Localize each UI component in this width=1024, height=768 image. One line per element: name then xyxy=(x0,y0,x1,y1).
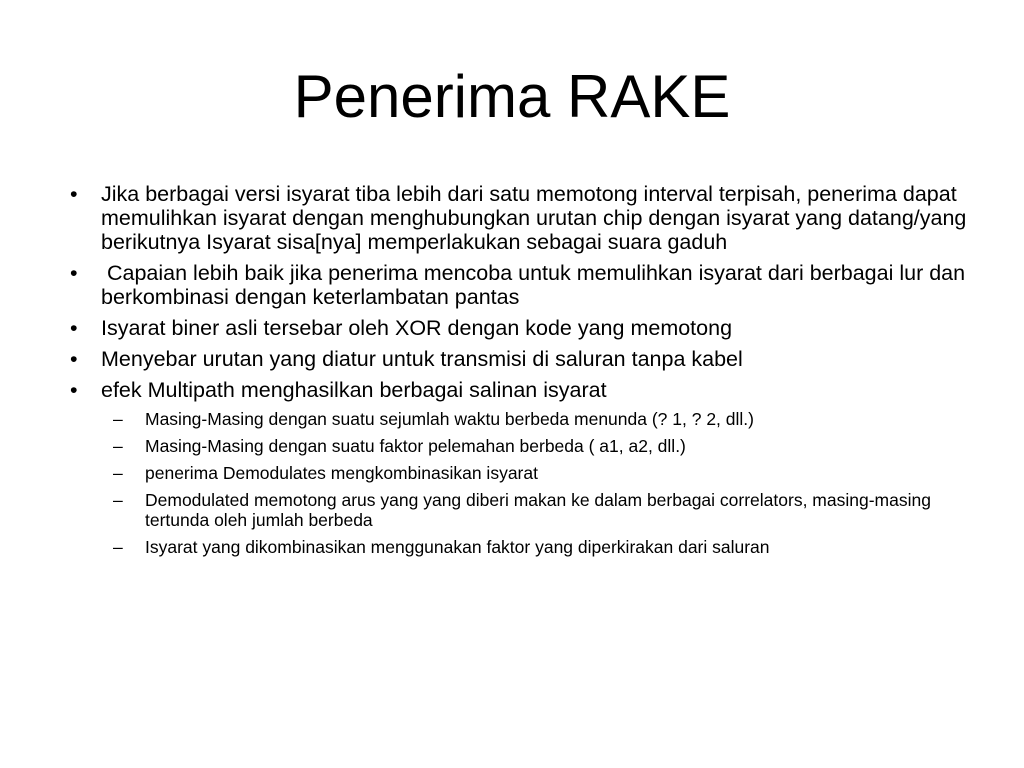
bullet-list xyxy=(70,182,970,564)
sub-bullet-marker: – xyxy=(113,463,123,483)
sub-bullet-text: Isyarat yang dikombinasikan menggunakan faktor yang diperkirakan dari saluran xyxy=(145,537,770,557)
bullet-text: efek Multipath menghasilkan berbagai salinan isyarat xyxy=(101,378,607,402)
sub-bullet-text: Demodulated memotong arus yang yang diberi makan ke dalam berbagai correlators, masing-masing tertunda oleh jumlah berbeda xyxy=(145,490,931,530)
bullet-text: Menyebar urutan yang diatur untuk transmisi di saluran tanpa kabel xyxy=(101,347,743,371)
bullet-item xyxy=(70,347,970,371)
bullet-text: Isyarat biner asli tersebar oleh XOR dengan kode yang memotong xyxy=(101,316,733,340)
sub-bullet-item xyxy=(113,490,970,530)
sub-bullet-item xyxy=(113,537,970,557)
sub-bullet-item xyxy=(113,463,970,483)
sub-bullet-list xyxy=(113,409,970,557)
bullet-text: Jika berbagai versi isyarat tiba lebih dari satu memotong interval terpisah, penerima dapat memulihkan isyarat dengan menghubungkan urutan chip dengan isyarat yang datang/yang berikutnya Isyarat sisa[nya] memperlakukan sebagai suara gaduh xyxy=(101,182,967,254)
sub-bullet-item xyxy=(113,436,970,456)
sub-bullet-marker: – xyxy=(113,490,123,510)
bullet-marker: • xyxy=(70,182,78,206)
bullet-item xyxy=(70,316,970,340)
sub-bullet-marker: – xyxy=(113,436,123,456)
bullet-text: Capaian lebih baik jika penerima mencoba untuk memulihkan isyarat dari berbagai lur dan berkombinasi dengan keterlambatan pantas xyxy=(101,261,972,309)
bullet-item xyxy=(70,182,970,254)
bullet-marker: • xyxy=(70,261,78,285)
bullet-marker: • xyxy=(70,316,78,340)
sub-bullet-marker: – xyxy=(113,409,123,429)
sub-bullet-text: penerima Demodulates mengkombinasikan isyarat xyxy=(145,463,538,483)
slide-title: Penerima RAKE xyxy=(293,63,731,130)
bullet-item xyxy=(70,261,970,309)
sub-bullet-marker: – xyxy=(113,537,123,557)
bullet-item xyxy=(70,378,970,402)
sub-bullet-text: Masing-Masing dengan suatu sejumlah waktu berbeda menunda (? 1, ? 2, dll.) xyxy=(145,409,754,429)
sub-bullet-text: Masing-Masing dengan suatu faktor pelemahan berbeda ( a1, a2, dll.) xyxy=(145,436,686,456)
bullet-marker: • xyxy=(70,378,78,402)
bullet-marker: • xyxy=(70,347,78,371)
sub-bullet-item xyxy=(113,409,970,429)
